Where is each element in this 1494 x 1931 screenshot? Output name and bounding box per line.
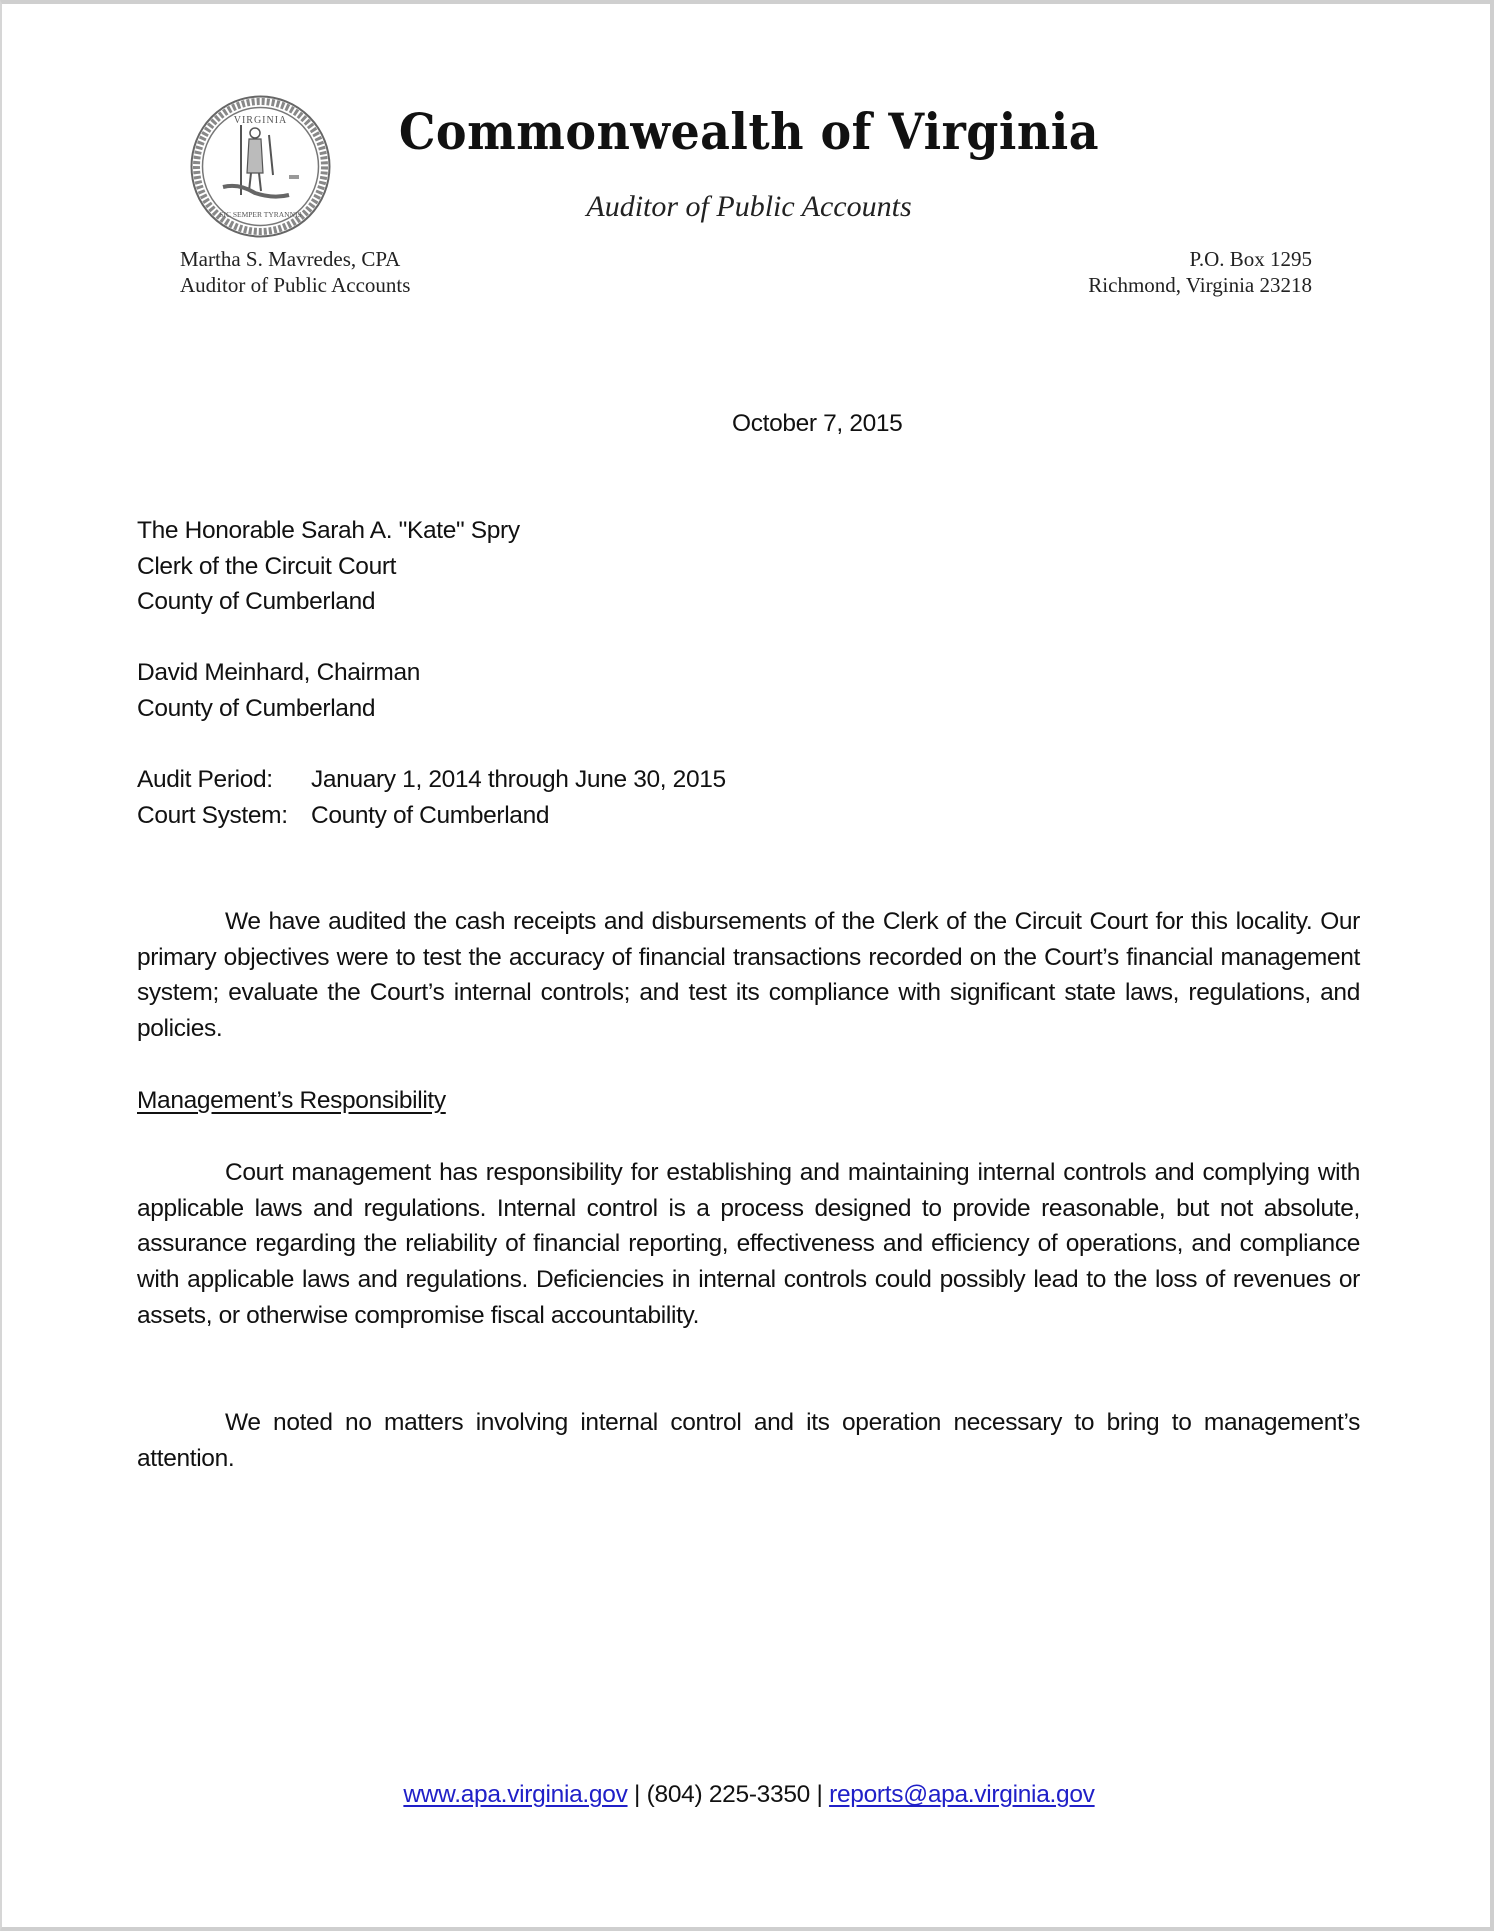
recipient-line: David Meinhard, Chairman [137,659,421,686]
audit-info [137,762,1360,833]
court-system-label: Court System: [137,801,288,829]
audit-period-row [137,762,1360,798]
letterhead-subtitle: Auditor of Public Accounts [586,190,912,223]
court-system-value: County of Cumberland [311,801,550,829]
po-box: P.O. Box 1295 [1189,247,1312,271]
recipient-block-chairman [137,655,1360,726]
city-state-zip: Richmond, Virginia 23218 [1088,273,1312,297]
website-link[interactable]: www.apa.virginia.gov [403,1781,628,1808]
recipient-line: County of Cumberland [137,694,376,722]
audit-period-label: Audit Period: [137,766,273,793]
conclusion-paragraph: We noted no matters involving internal control and its operation necessary to bring to management’s attention. [137,1409,1360,1472]
court-system-row [137,798,1360,834]
intro-paragraph: We have audited the cash receipts and disbursements of the Clerk of the Circuit Court for this locality. Our primary objectives were to test the accuracy of financial transactions recorded on the Court’s financial management system; evaluate the Court’s internal controls; and test its compliance with significant state laws, regulations, and policies. [137,908,1360,1043]
auditor-title: Auditor of Public Accounts [180,273,411,297]
recipient-line: The Honorable Sarah A. "Kate" Spry [137,517,520,544]
phone-number: (804) 225-3350 [646,1781,810,1808]
recipient-line: Clerk of the Circuit Court [137,552,397,580]
svg-text:SIC SEMPER TYRANNIS: SIC SEMPER TYRANNIS [219,210,302,219]
letter-date: October 7, 2015 [732,410,903,437]
responsibility-paragraph: Court management has responsibility for establishing and maintaining internal controls and complying with applicable laws and regulations. Internal control is a process designed to provide reasonable, but not absolute, assurance regarding the reliability of financial reporting, effectiveness and efficiency of operations, and compliance with applicable laws and regulations. Deficiencies in internal controls could possibly lead to the loss of revenues or assets, or otherwise compromise fiscal accountability. [137,1159,1360,1329]
letterhead-title: Commonwealth of Virginia [398,102,1099,161]
recipient-block-clerk [137,513,1360,620]
auditor-name: Martha S. Mavredes, CPA [180,247,401,271]
svg-text:VIRGINIA: VIRGINIA [233,115,288,126]
page-footer [2,1781,1494,1809]
mailing-address-block [1088,246,1312,298]
section-heading: Management’s Responsibility [137,1087,446,1114]
footer-separator: | [634,1781,641,1808]
audit-period-value: January 1, 2014 through June 30, 2015 [311,766,726,793]
auditor-contact-block [180,246,410,298]
footer-separator: | [816,1781,823,1808]
recipient-line: County of Cumberland [137,588,376,616]
email-link[interactable]: reports@apa.virginia.gov [829,1781,1095,1808]
